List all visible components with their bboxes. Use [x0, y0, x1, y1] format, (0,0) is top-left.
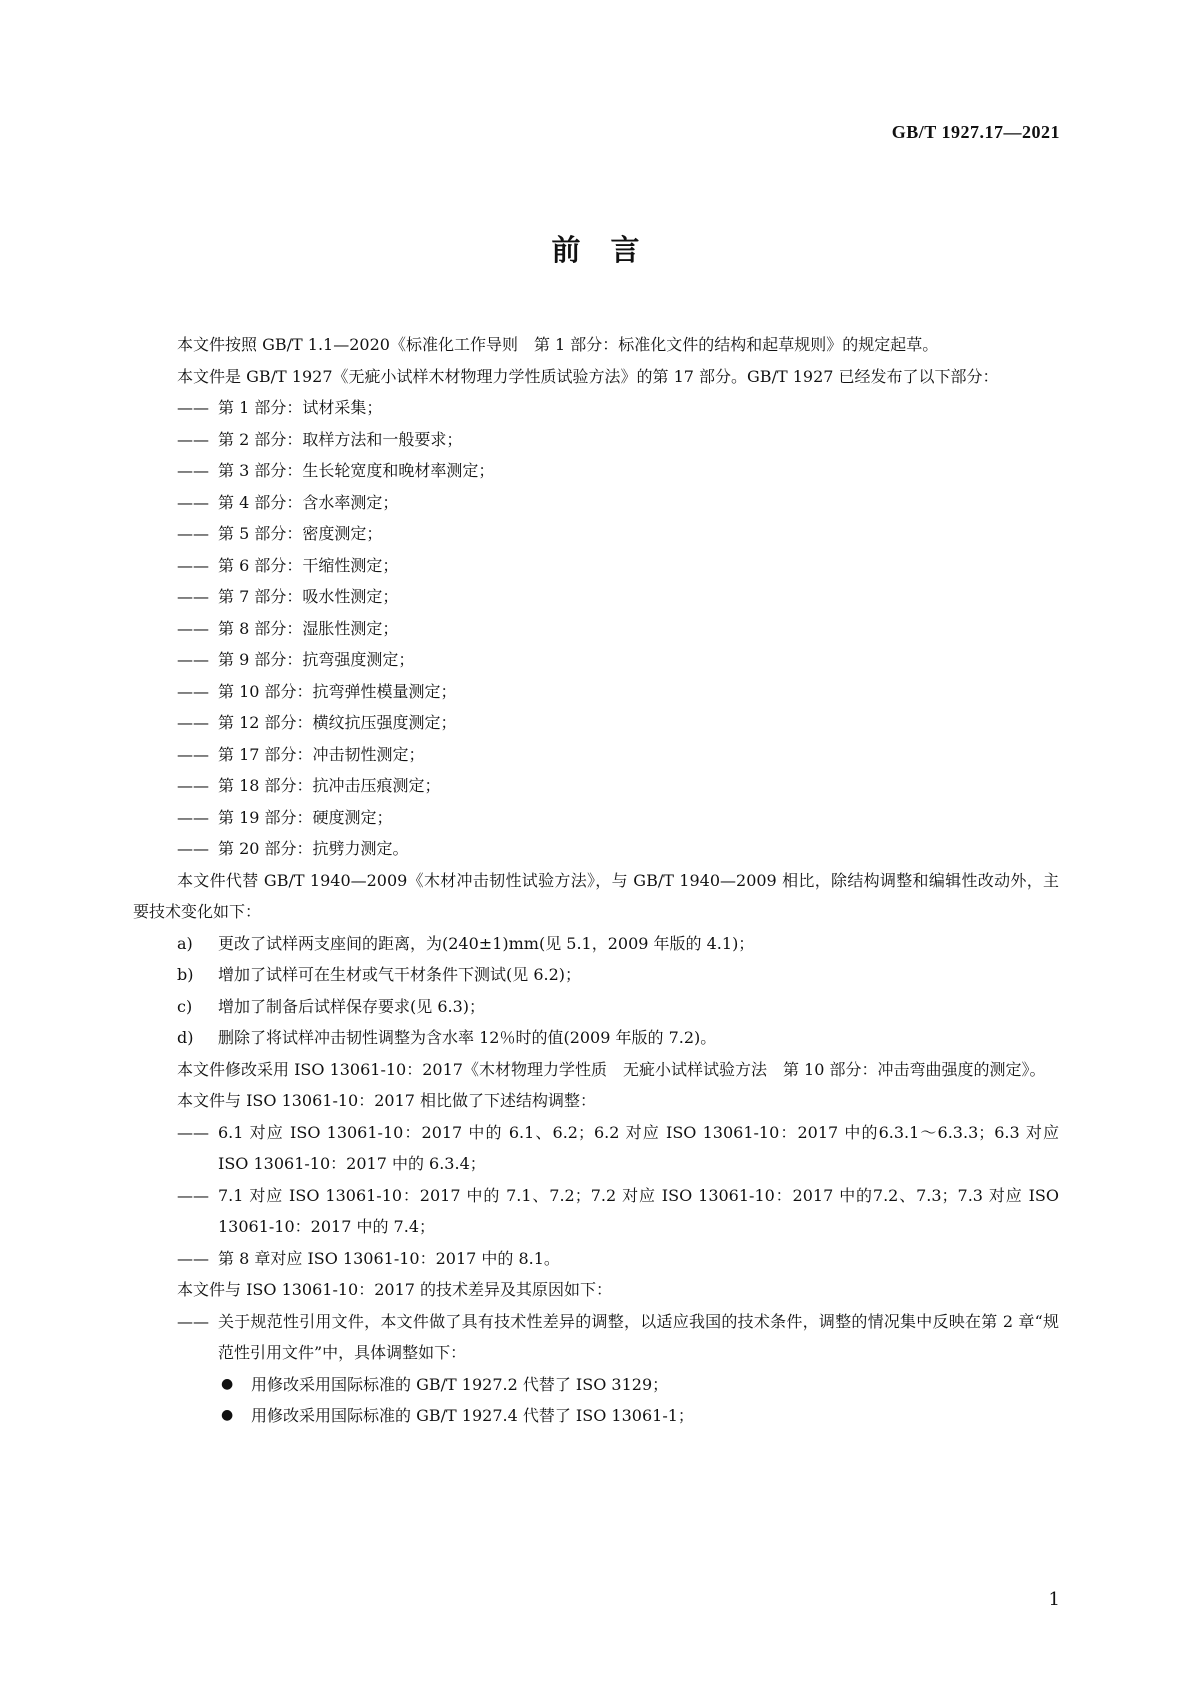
page-number: 1 — [1048, 1589, 1060, 1610]
list-item: —— 第 5 部分：密度测定； — [177, 524, 383, 543]
list-item: —— 第 6 部分：干缩性测定； — [177, 555, 399, 575]
list-item: —— 第 3 部分：生长轮宽度和晚材率测定； — [177, 461, 495, 480]
paragraph-drafting-rules: 本文件按照 GB/T 1.1—2020《标准化工作导则 第 1 部分：标准化文件的结构和起草规则》的规定起草。 — [177, 335, 939, 354]
changes-list — [133, 928, 1059, 1054]
list-item: b) 增加了试样可在生材或气干材条件下测试(见 6.2)； — [177, 965, 582, 984]
list-item: —— 关于规范性引用文件，本文件做了具有技术性差异的调整，以适应我国的技术条件，调整的情况集中反映在第 2 章“规范性引用文件”中，具体调整如下： — [177, 1311, 1059, 1362]
parts-list — [133, 392, 1059, 865]
paragraph-iso-adoption: 本文件修改采用 ISO 13061-10：2017《木材物理力学性质 无疵小试样试验方法 第 10 部分：冲击弯曲强度的测定》。 — [177, 1059, 1046, 1079]
list-item: c) 增加了制备后试样保存要求(见 6.3)； — [177, 996, 486, 1016]
list-item: —— 第 12 部分：横纹抗压强度测定； — [177, 713, 457, 732]
list-item: —— 第 9 部分：抗弯强度测定； — [177, 650, 415, 669]
list-item: —— 第 8 部分：湿胀性测定； — [177, 618, 399, 638]
paragraph-structure-intro: 本文件与 ISO 13061-10：2017 相比做了下述结构调整： — [177, 1091, 597, 1110]
structure-list — [133, 1117, 1059, 1275]
list-item: —— 第 7 部分：吸水性测定； — [177, 587, 399, 606]
list-item: —— 第 4 部分：含水率测定； — [177, 492, 399, 512]
list-item: ● 用修改采用国际标准的 GB/T 1927.4 代替了 ISO 13061-1； — [133, 1400, 1059, 1432]
list-item: —— 第 1 部分：试材采集； — [177, 398, 383, 417]
standard-code-header: GB/T 1927.17—2021 — [891, 122, 1060, 142]
list-item: —— 第 2 部分：取样方法和一般要求； — [177, 429, 463, 449]
list-item: —— 6.1 对应 ISO 13061-10：2017 中的 6.1、6.2；6.2 对应 ISO 13061-10：2017 中的6.3.1～6.3.3；6.3 对应 ISO 13061-10：2017 中的 6.3.4； — [177, 1122, 1059, 1173]
list-item: ● 用修改采用国际标准的 GB/T 1927.2 代替了 ISO 3129； — [133, 1369, 1059, 1401]
list-item: d) 删除了将试样冲击韧性调整为含水率 12％时的值(2009 年版的 7.2)。 — [177, 1028, 717, 1047]
list-item: a) 更改了试样两支座间的距离，为(240±1)mm(见 5.1，2009 年版的 4.1)； — [177, 933, 755, 953]
paragraph-differences-intro: 本文件与 ISO 13061-10：2017 的技术差异及其原因如下： — [177, 1280, 613, 1299]
paragraph-series-intro: 本文件是 GB/T 1927《无疵小试样木材物理力学性质试验方法》的第 17 部分。GB/T 1927 已经发布了以下部分： — [177, 366, 999, 386]
list-item: —— 第 18 部分：抗冲击压痕测定； — [177, 776, 441, 795]
paragraph-replacement: 本文件代替 GB/T 1940—2009《木材冲击韧性试验方法》，与 GB/T 1940—2009 相比，除结构调整和编辑性改动外，主要技术变化如下： — [133, 870, 1059, 921]
list-item: —— 第 17 部分：冲击韧性测定； — [177, 744, 425, 764]
list-item: —— 第 20 部分：抗劈力测定。 — [177, 839, 409, 858]
document-body — [133, 329, 1059, 1432]
bullet-icon: ● — [221, 1407, 234, 1423]
list-item: —— 第 8 章对应 ISO 13061-10：2017 中的 8.1。 — [177, 1248, 560, 1268]
list-item: —— 7.1 对应 ISO 13061-10：2017 中的 7.1、7.2；7.2 对应 ISO 13061-10：2017 中的7.2、7.3；7.3 对应 ISO 13061-10：2017 中的 7.4； — [177, 1185, 1059, 1236]
page-title: 前言 — [551, 233, 670, 267]
list-item: —— 第 10 部分：抗弯弹性模量测定； — [177, 681, 457, 701]
list-item: —— 第 19 部分：硬度测定； — [177, 807, 393, 827]
bullet-icon: ● — [221, 1375, 234, 1392]
bullet-list — [133, 1369, 1059, 1432]
